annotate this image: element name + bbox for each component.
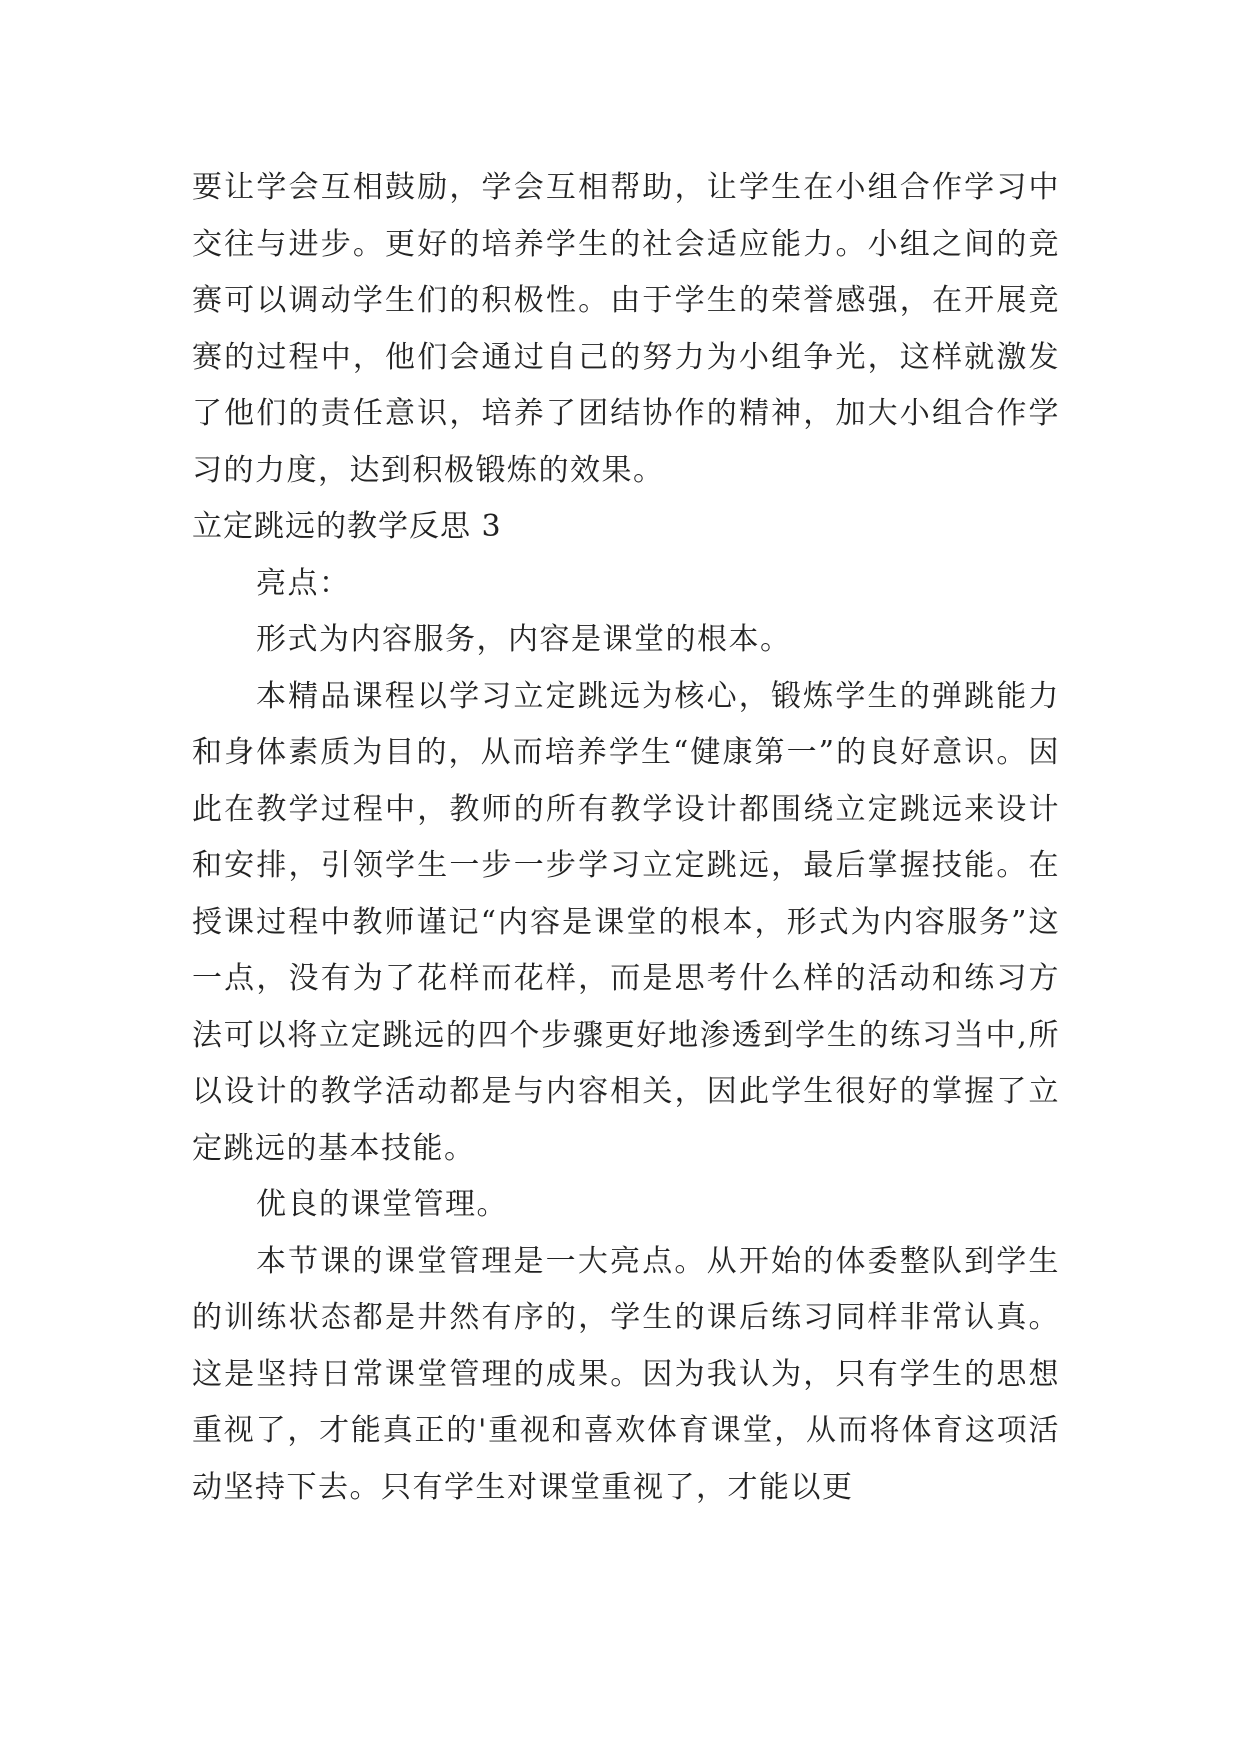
document-body bbox=[192, 160, 1060, 1516]
paragraph-group-cooperation: 要让学会互相鼓励，学会互相帮助，让学生在小组合作学习中交往与进步。更好的培养学生的社会适应能力。小组之间的竞赛可以调动学生们的积极性。由于学生的荣誉感强，在开展竞赛的过程中，他们会通过自己的努力为小组争光，这样就激发了他们的责任意识，培养了团结协作的精神，加大小组合作学习的力度，达到积极锻炼的效果。 bbox=[192, 170, 1060, 488]
paragraph-highlights-label: 亮点： bbox=[256, 565, 351, 601]
section-heading: 立定跳远的教学反思 3 bbox=[192, 509, 502, 544]
paragraph-classroom-management: 本节课的课堂管理是一大亮点。从开始的体委整队到学生的训练状态都是井然有序的，学生的课后练习同样非常认真。这是坚持日常课堂管理的成果。因为我认为，只有学生的思想重视了，才能真正的'重视和喜欢体育课堂，从而将体育这项活动坚持下去。只有学生对课堂重视了，才能以更 bbox=[192, 1243, 1060, 1505]
paragraph-classroom-management-label: 优良的课堂管理。 bbox=[256, 1187, 508, 1222]
paragraph-form-serves-content: 形式为内容服务，内容是课堂的根本。 bbox=[256, 622, 792, 657]
paragraph-course-core: 本精品课程以学习立定跳远为核心，锻炼学生的弹跳能力和身体素质为目的，从而培养学生“健康第一”的良好意识。因此在教学过程中，教师的所有教学设计都围绕立定跳远来设计和安排，引领学生一步一步学习立定跳远，最后掌握技能。在授课过程中教师谨记“内容是课堂的根本，形式为内容服务”这一点，没有为了花样而花样，而是思考什么样的活动和练习方法可以将立定跳远的四个步骤更好地渗透到学生的练习当中,所以设计的教学活动都是与内容相关，因此学生很好的掌握了立定跳远的基本技能。 bbox=[192, 678, 1060, 1166]
